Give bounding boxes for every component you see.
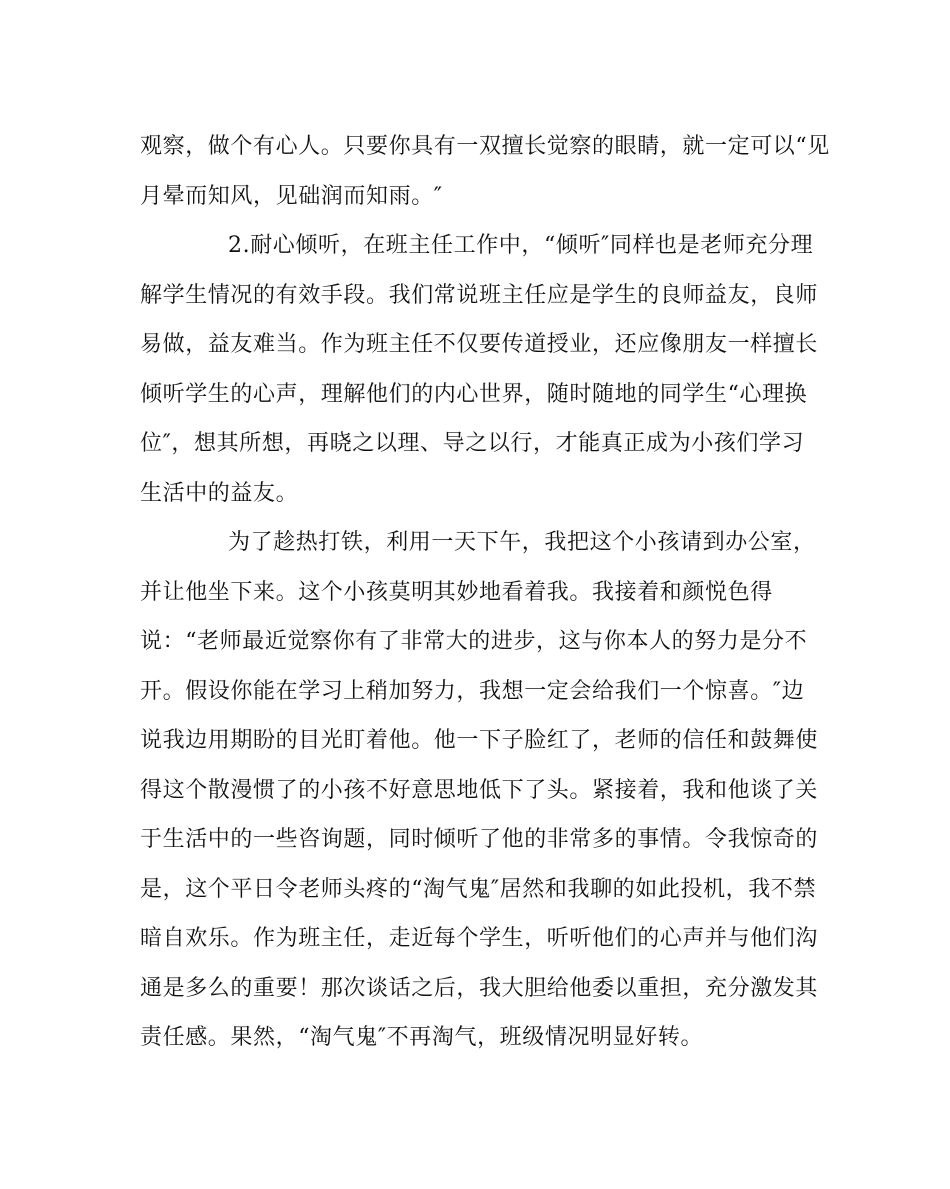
- text-line: 是，这个平日令老师头疼的“淘气鬼″居然和我聊的如此投机，我不禁: [140, 876, 817, 902]
- paragraph-patient-listening: [140, 221, 819, 518]
- text-line: 生活中的益友。: [140, 480, 299, 506]
- text-line: 为了趁热打铁，利用一天下午，我把这个小孩请到办公室，: [228, 530, 816, 555]
- text-line: 观察，做个有心人。只要你具有一双擅长觉察的眼睛，就一定可以“见: [140, 134, 830, 159]
- paragraph-office-talk: [140, 518, 819, 1063]
- text-line: 易做，益友难当。作为班主任不仅要传道授业，还应像朋友一样擅长: [140, 332, 819, 357]
- text-line: 暗自欢乐。作为班主任，走近每个学生，听听他们的心声并与他们沟: [140, 926, 819, 951]
- text-line: 并让他坐下来。这个小孩莫明其妙地看着我。我接着和颜悦色得: [140, 579, 773, 605]
- text-line: 2.耐心倾听，在班主任工作中，“倾听″同样也是老师充分理: [228, 233, 814, 258]
- text-line: 倾听学生的心声，理解他们的内心世界，随时随地的同学生“心理换: [140, 381, 808, 407]
- text-line: 于生活中的一些咨询题，同时倾听了他的非常多的事情。令我惊奇的: [140, 827, 819, 852]
- text-line: 开。假设你能在学习上稍加努力，我想一定会给我们一个惊喜。″边: [140, 678, 805, 704]
- text-line: 月晕而知风，见础润而知雨。″: [140, 183, 443, 209]
- text-line: 说：“老师最近觉察你有了非常大的进步，这与你本人的努力是分不: [140, 629, 808, 654]
- text-line: 说我边用期盼的目光盯着他。他一下子脸红了，老师的信任和鼓舞使: [140, 728, 819, 753]
- text-line: 解学生情况的有效手段。我们常说班主任应是学生的良师益友，良师: [140, 282, 819, 308]
- text-line: 得这个散漫惯了的小孩不好意思地低下了头。紧接着，我和他谈了关: [140, 777, 819, 803]
- text-line: 位″，想其所想，再晓之以理、导之以行，才能真正成为小孩们学习: [140, 431, 805, 456]
- paragraph-observation-end: [140, 122, 830, 221]
- text-line: 责任感。果然，“淘气鬼″不再淘气，班级情况明显好转。: [140, 1025, 704, 1050]
- text-line: 通是多么的重要！那次谈话之后，我大胆给他委以重担，充分激发其: [140, 975, 819, 1001]
